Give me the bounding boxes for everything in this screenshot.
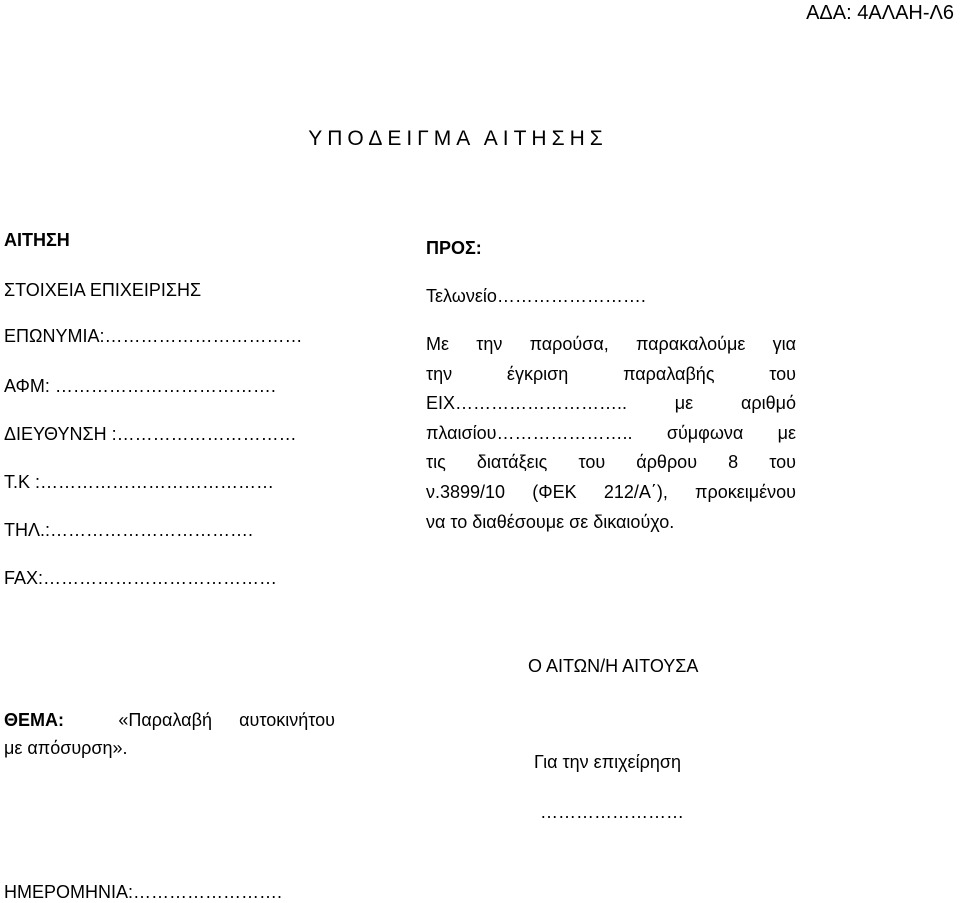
body-line: ΕΙΧ……………………….. με αριθμό: [426, 393, 796, 414]
customs-office: Τελωνείο…………………….: [426, 286, 646, 306]
for-company-label: Για την επιχείρηση: [534, 752, 681, 772]
field-phone: ΤΗΛ.:…………………………….: [4, 520, 254, 540]
body-line: ν.3899/10 (ΦΕΚ 212/Α΄), προκειμένου: [426, 481, 796, 502]
subject-line: [4, 706, 335, 734]
field-fax: FAX:…………………………………: [4, 568, 278, 588]
applicant-signature-label: Ο ΑΙΤΩΝ/Η ΑΙΤΟΥΣΑ: [528, 656, 699, 676]
body-line: Με την παρούσα, παρακαλούμε για: [426, 334, 796, 354]
subject-line-2: με απόσυρση».: [4, 738, 128, 758]
field-company-name: ΕΠΩΝΥΜΙΑ:……………………………: [4, 326, 303, 346]
body-line: τις διατάξεις του άρθρου 8 του: [426, 452, 796, 473]
ada-code: ΑΔΑ: 4ΑΛΑΗ-Λ6: [806, 2, 954, 24]
signature-dots: ……………………: [540, 802, 684, 822]
subject-text: «Παραλαβή αυτοκινήτου: [118, 710, 335, 730]
date-field: ΗΜΕΡΟΜΗΝΙΑ:…………………….: [4, 882, 283, 902]
body-line: πλαισίου………………….. σύμφωνα με: [426, 422, 796, 443]
field-address: ΔΙΕΥΘΥΝΣΗ :…………………………: [4, 424, 297, 444]
field-postal-code: Τ.Κ :…………………………………: [4, 472, 275, 492]
company-details-heading: ΣΤΟΙΧΕΙΑ ΕΠΙΧΕΙΡΙΣΗΣ: [4, 280, 202, 300]
document-title: ΥΠΟΔΕΙΓΜΑ ΑΙΤΗΣΗΣ: [308, 127, 608, 150]
subject-label: ΘΕΜΑ:: [4, 710, 64, 730]
request-body: [426, 330, 796, 537]
subject-block: [4, 706, 335, 762]
field-tax-id: ΑΦΜ: ……………………………….: [4, 376, 276, 396]
application-heading: ΑΙΤΗΣΗ: [4, 230, 70, 250]
recipient-label: ΠΡΟΣ:: [426, 238, 482, 258]
body-line: την έγκριση παραλαβής του: [426, 363, 796, 384]
body-line: να το διαθέσουμε σε δικαιούχο.: [426, 511, 675, 532]
